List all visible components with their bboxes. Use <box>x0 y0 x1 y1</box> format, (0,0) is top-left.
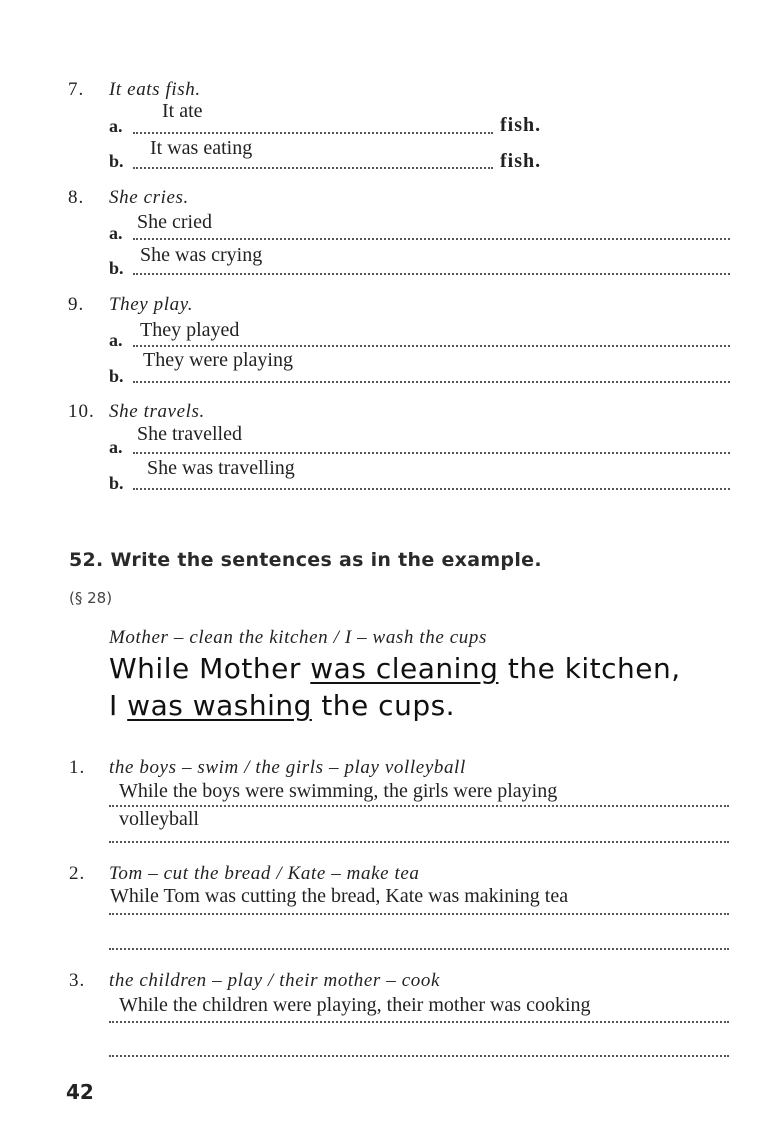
ex52-item-2-prompt: Tom – cut the bread / Kate – make tea <box>109 863 420 884</box>
item-7b-line <box>133 167 493 169</box>
item-9a-line <box>133 345 730 347</box>
exercise-heading: 52. Write the sentences as in the example. <box>69 549 542 571</box>
ex52-item-3-line-2 <box>109 1055 729 1057</box>
item-10a-line <box>133 452 730 454</box>
item-7a-answer: It ate <box>162 100 203 122</box>
example-prompt: Mother – clean the kitchen / I – wash the cups <box>109 627 487 648</box>
ex52-item-1-prompt: the boys – swim / the girls – play volleyball <box>109 757 466 778</box>
item-9-prompt: They play. <box>109 294 194 315</box>
item-7a-label: a. <box>109 116 123 136</box>
ex52-item-1-answer-line-2: volleyball <box>119 808 199 830</box>
ex52-item-1-answer-line-1: While the boys were swimming, the girls were playing <box>119 780 558 802</box>
item-7a-line <box>133 132 493 134</box>
ex52-item-3-line-1 <box>109 1021 729 1023</box>
item-10a-label: a. <box>109 437 123 457</box>
item-8-number: 8. <box>68 187 85 208</box>
item-8a-answer: She cried <box>137 211 212 233</box>
example-sentence-line-2: I was washing the cups. <box>109 689 456 722</box>
item-10-prompt: She travels. <box>109 401 205 422</box>
item-8a-label: a. <box>109 223 123 243</box>
ex52-item-1-line-2 <box>109 841 729 843</box>
item-9b-line <box>133 381 730 383</box>
item-9-number: 9. <box>68 294 85 315</box>
ex52-item-2-number: 2. <box>69 863 86 884</box>
item-7-prompt: It eats fish. <box>109 79 201 100</box>
item-7b-label: b. <box>109 151 124 171</box>
item-7b-answer: It was eating <box>150 137 253 159</box>
item-9b-label: b. <box>109 366 124 386</box>
ex52-item-3-number: 3. <box>69 970 86 991</box>
page-number: 42 <box>66 1080 94 1104</box>
item-7a-suffix: fish. <box>500 114 542 136</box>
ex52-item-3-prompt: the children – play / their mother – cook <box>109 970 440 991</box>
ex52-item-2-line-2 <box>109 948 729 950</box>
item-10b-line <box>133 488 730 490</box>
item-10b-label: b. <box>109 473 124 493</box>
item-8b-label: b. <box>109 258 124 278</box>
example-underlined-verb-2: was washing <box>127 689 312 722</box>
item-7-number: 7. <box>68 79 85 100</box>
item-8-prompt: She cries. <box>109 187 189 208</box>
item-10b-answer: She was travelling <box>147 457 295 479</box>
item-9b-answer: They were playing <box>143 349 293 371</box>
item-10-number: 10. <box>68 401 95 422</box>
example-sentence-line-1: While Mother was cleaning the kitchen, <box>109 652 681 685</box>
example-underlined-verb-1: was cleaning <box>310 652 499 685</box>
item-10a-answer: She travelled <box>137 423 242 445</box>
ex52-item-1-line-1 <box>109 805 729 807</box>
item-8b-line <box>133 273 730 275</box>
item-9a-label: a. <box>109 330 123 350</box>
ex52-item-2-line-1 <box>109 913 729 915</box>
item-8a-line <box>133 238 730 240</box>
item-7b-suffix: fish. <box>500 150 542 172</box>
ex52-item-2-answer-line-1: While Tom was cutting the bread, Kate was makining tea <box>110 885 569 907</box>
ex52-item-1-number: 1. <box>69 757 86 778</box>
grammar-reference: (§ 28) <box>69 589 113 607</box>
item-8b-answer: She was crying <box>140 244 263 266</box>
ex52-item-3-answer-line-1: While the children were playing, their mother was cooking <box>119 994 591 1016</box>
item-9a-answer: They played <box>140 319 240 341</box>
